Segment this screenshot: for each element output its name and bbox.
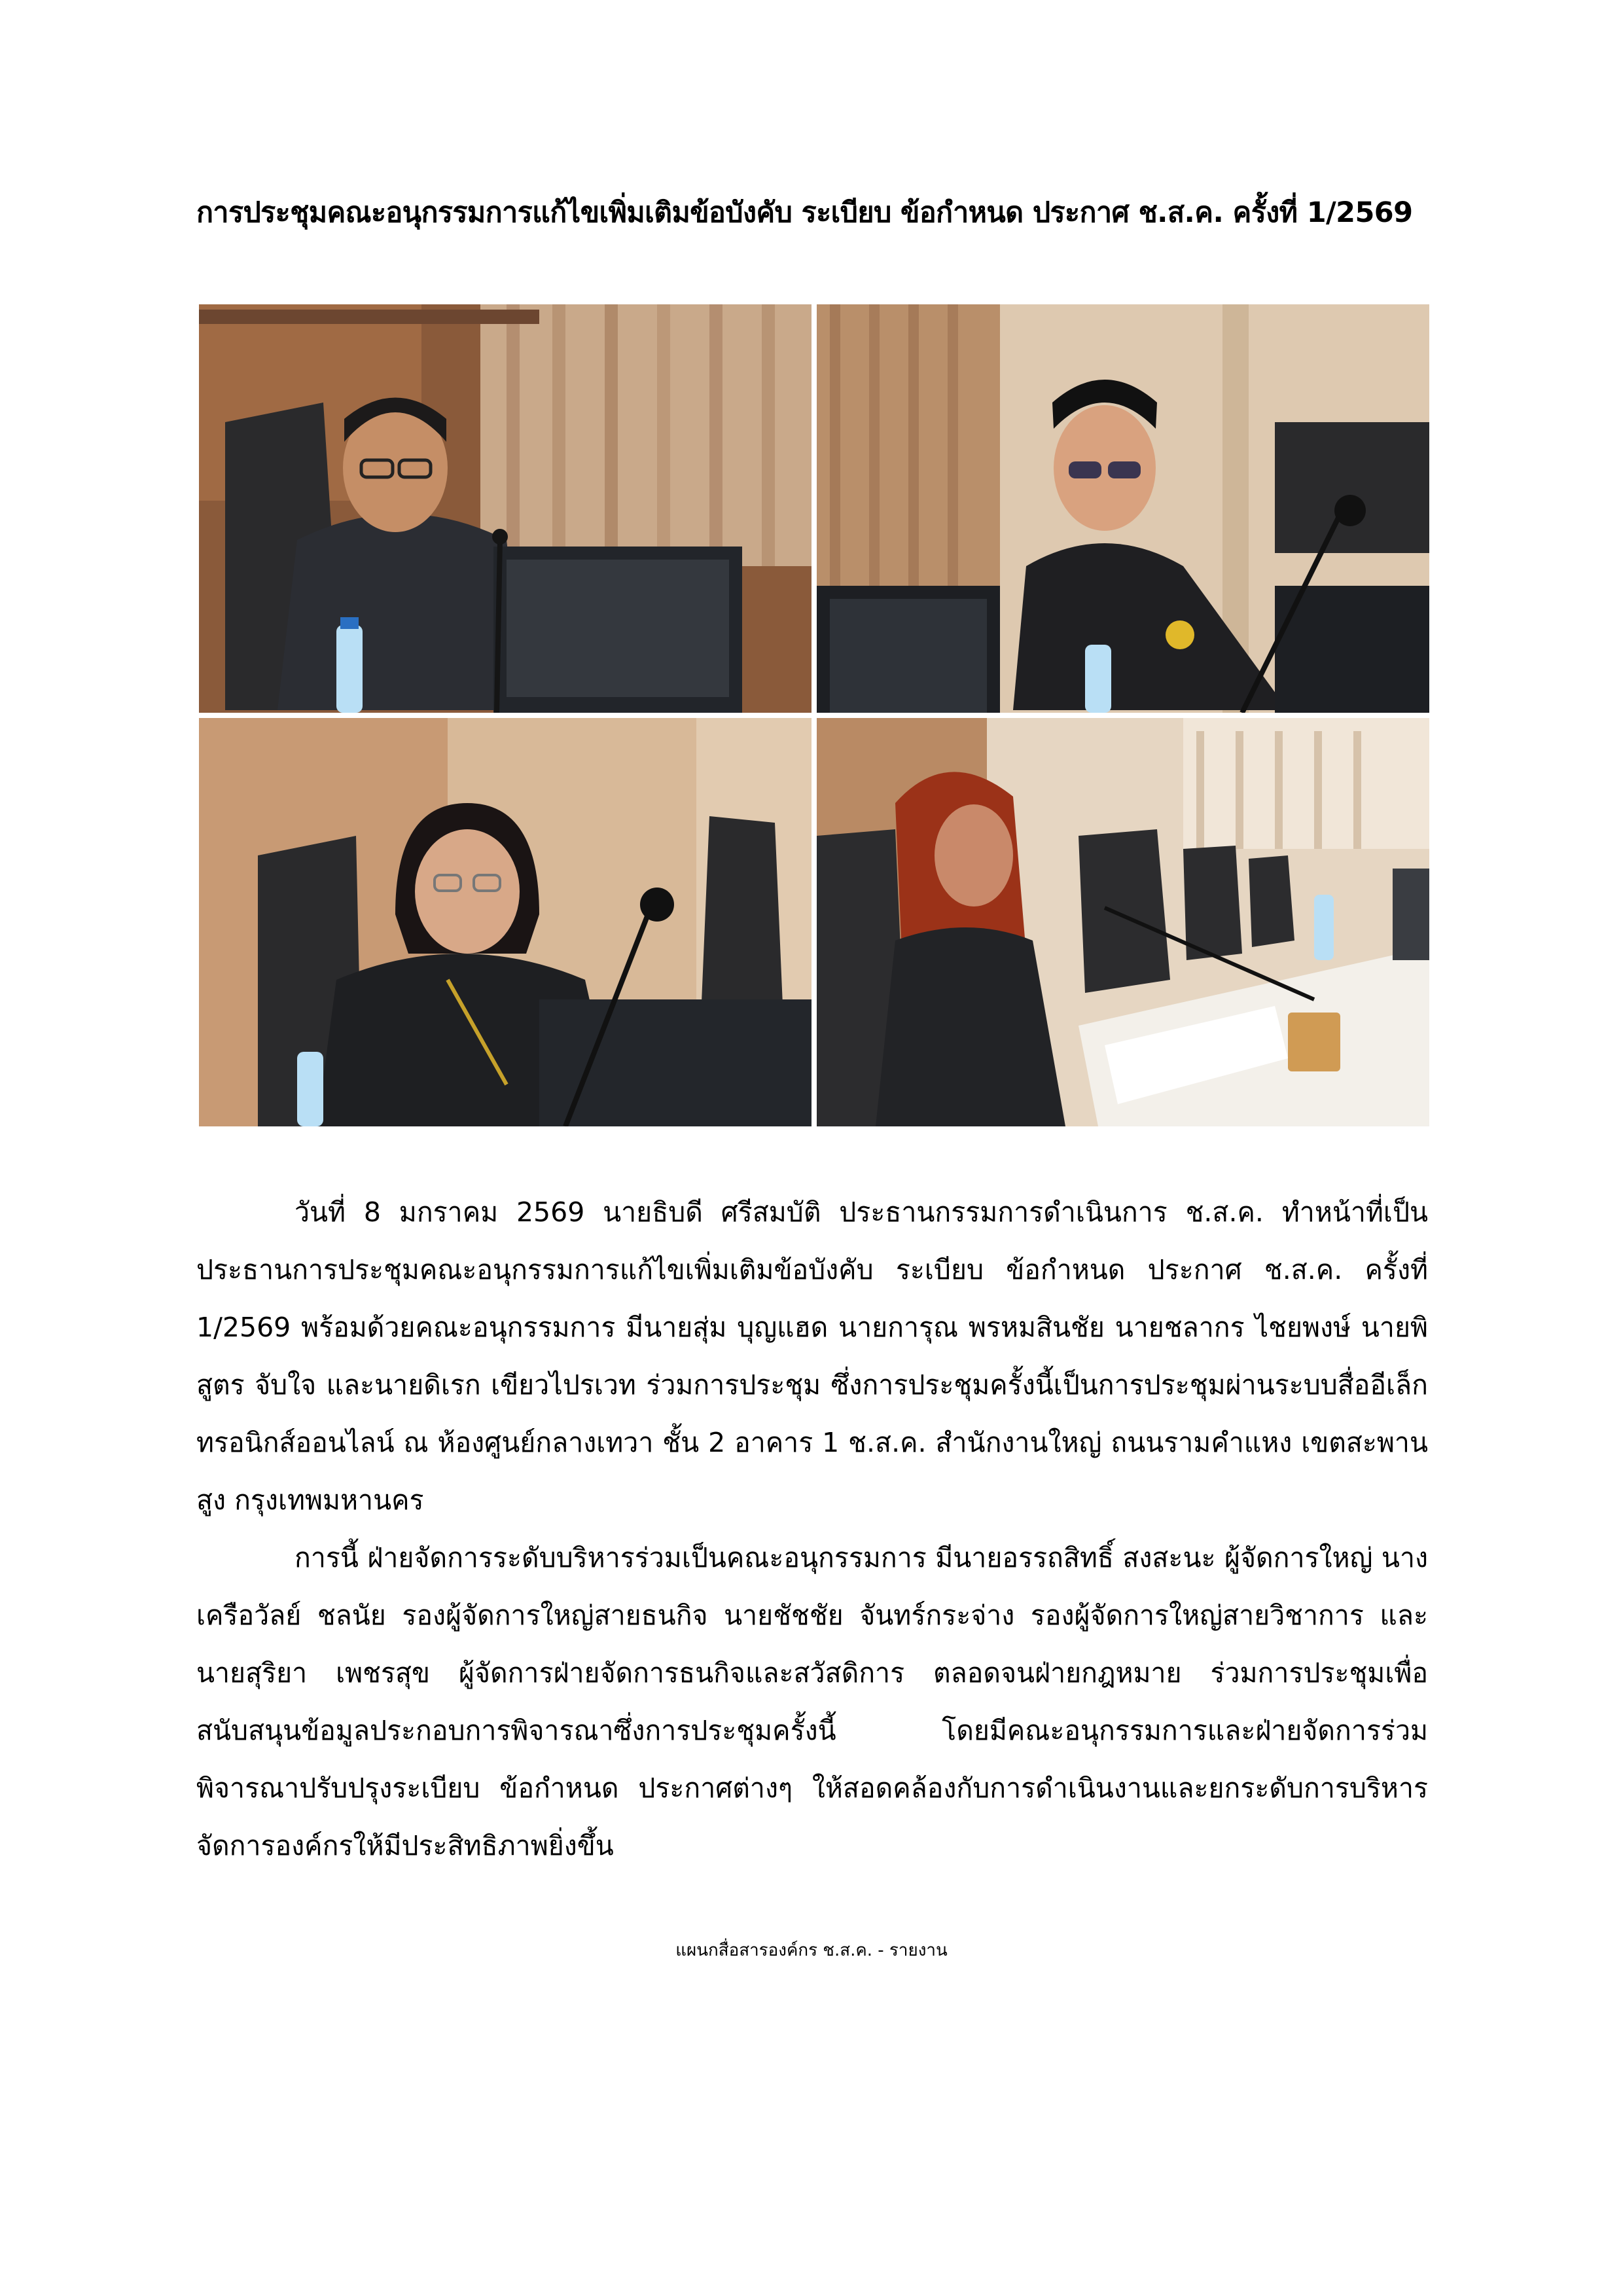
article-body xyxy=(196,1183,1428,1874)
meeting-photo-chairman xyxy=(199,304,812,713)
report-credit: แผนกสื่อสารองค์กร ช.ส.ค. - รายงาน xyxy=(675,1941,948,1960)
meeting-photo-committee-member xyxy=(817,304,1429,713)
article-paragraph-2: การนี้ ฝ่ายจัดการระดับบริหารร่วมเป็นคณะอนุกรรมการ มีนายอรรถสิทธิ์ สงสะนะ ผู้จัดการใหญ่ นางเครือวัลย์ ชลนัย รองผู้จัดการใหญ่สายธนกิจ นายชัชชัย จันทร์กระจ่าง รองผู้จัดการใหญ่สายวิชาการ และนายสุริยา เพชรสุข ผู้จัดการฝ่ายจัดการธนกิจและสวัสดิการ ตลอดจนฝ่ายกฎหมาย ร่วมการประชุมเพื่อสนับสนุนข้อมูลประกอบการพิจารณาซึ่งการประชุมครั้งนี้ โดยมีคณะอนุกรรมการและฝ่ายจัดการร่วมพิจารณาปรับปรุงระเบียบ ข้อกำหนด ประกาศต่างๆ ให้สอดคล้องกับการดำเนินงานและยกระดับการบริหารจัดการองค์กรให้มีประสิทธิภาพยิ่งขึ้น xyxy=(196,1542,1428,1861)
meeting-photo-conference-room xyxy=(817,718,1429,1126)
article-paragraph-1: วันที่ 8 มกราคม 2569 นายธิบดี ศรีสมบัติ ประธานกรรมการดำเนินการ ช.ส.ค. ทำหน้าที่เป็นประธานการประชุมคณะอนุกรรมการแก้ไขเพิ่มเติมข้อบังคับ ระเบียบ ข้อกำหนด ประกาศ ช.ส.ค. ครั้งที่ 1/2569 พร้อมด้วยคณะอนุกรรมการ มีนายสุ่ม บุญแฮด นายการุณ พรหมสินชัย นายชลากร ไชยพงษ์ นายพิสูตร จับใจ และนายดิเรก เขียวไปรเวท ร่วมการประชุม ซึ่งการประชุมครั้งนี้เป็นการประชุมผ่านระบบสื่ออีเล็กทรอนิกส์ออนไลน์ ณ ห้องศูนย์กลางเทวา ชั้น 2 อาคาร 1 ช.ส.ค. สำนักงานใหญ่ ถนนรามคำแหง เขตสะพานสูง กรุงเทพมหานคร xyxy=(196,1196,1428,1516)
meeting-photo-female-member xyxy=(199,718,812,1126)
page-title: การประชุมคณะอนุกรรมการแก้ไขเพิ่มเติมข้อบังคับ ระเบียบ ข้อกำหนด ประกาศ ช.ส.ค. ครั้งที่ 1/2569 xyxy=(196,196,1413,229)
photo-collage xyxy=(199,304,1429,1126)
